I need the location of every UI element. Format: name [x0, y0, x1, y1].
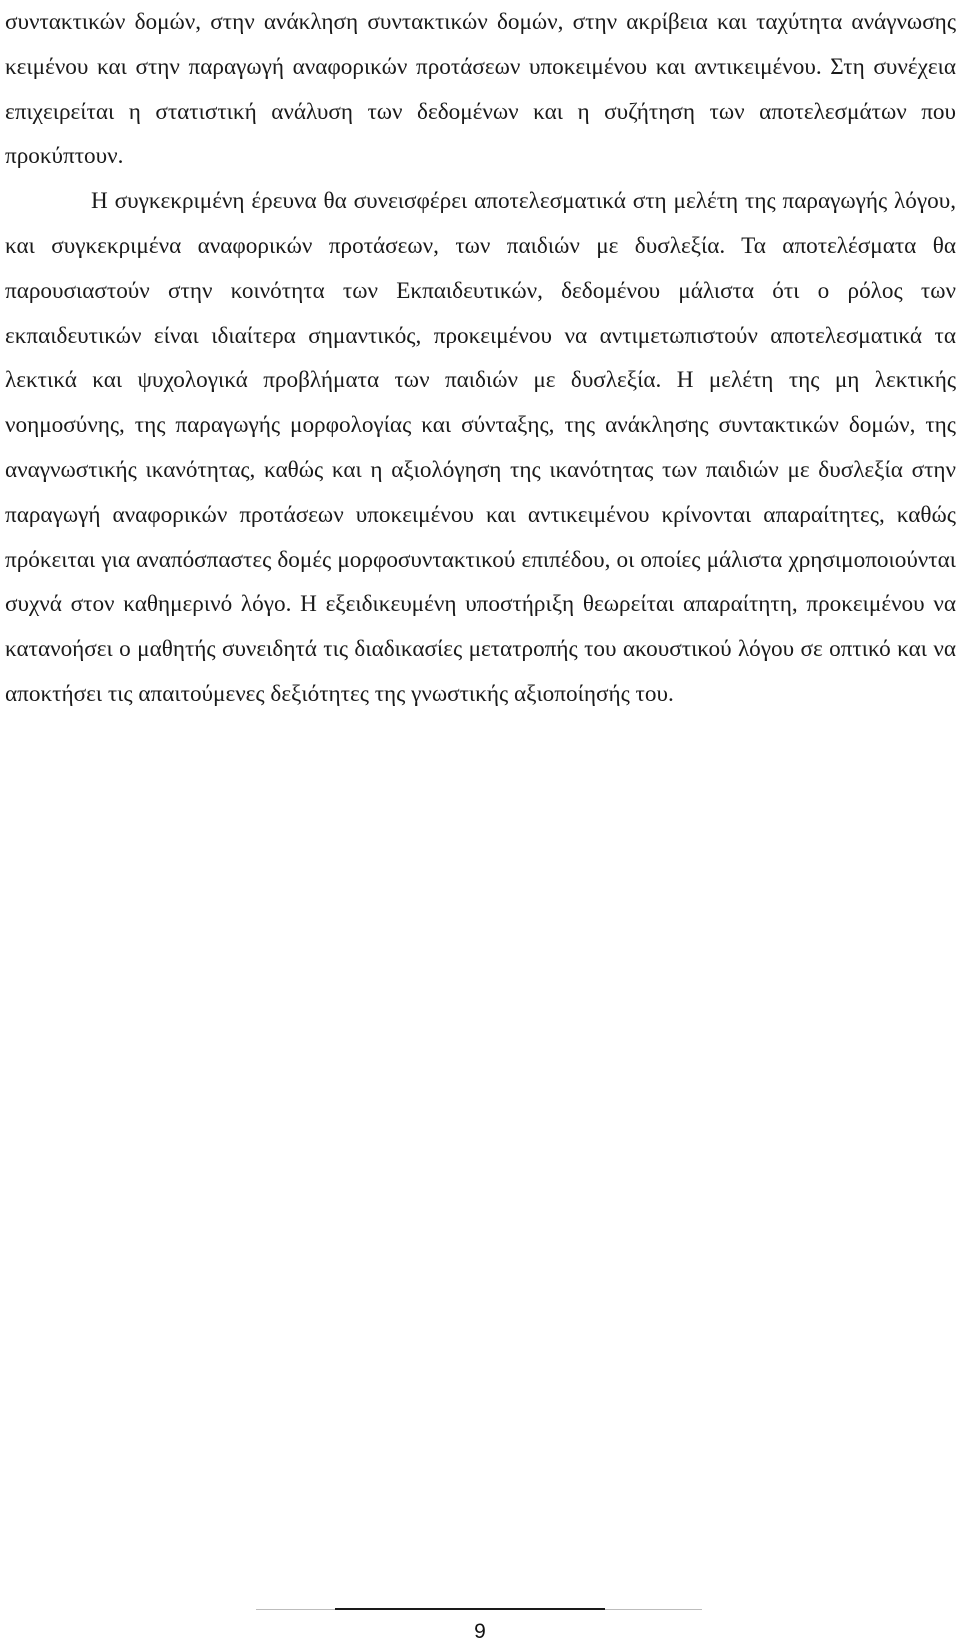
document-body [5, 0, 956, 717]
paragraph-1: συντακτικών δομών, στην ανάκληση συντακτικών δομών, στην ακρίβεια και ταχύτητα ανάγνωσης κειμένου και στην παραγωγή αναφορικών προτάσεων υποκειμένου και αντικειμένου. Στη συνέχεια επιχειρείται η στατιστική ανάλυση των δεδομένων και η συζήτηση των αποτελεσμάτων που προκύπτουν. [5, 9, 956, 170]
footer-divider-accent [335, 1608, 605, 1610]
paragraph-2: Η συγκεκριμένη έρευνα θα συνεισφέρει αποτελεσματικά στη μελέτη της παραγωγής λόγου, και συγκεκριμένα αναφορικών προτάσεων, των παιδιών με δυσλεξία. Τα αποτελέσματα θα παρουσιαστούν στην κοινότητα των Εκπαιδευτικών, δεδομένου μάλιστα ότι ο ρόλος των εκπαιδευτικών είναι ιδιαίτερα σημαντικός, προκειμένου να αντιμετωπιστούν αποτελεσματικά τα λεκτικά και ψυχολογικά προβλήματα των παιδιών με δυσλεξία. Η μελέτη της μη λεκτικής νοημοσύνης, της παραγωγής μορφολογίας και σύνταξης, της ανάκλησης συντακτικών δομών, της αναγνωστικής ικανότητας, καθώς και η αξιολόγηση της ικανότητας των παιδιών με δυσλεξία στην παραγωγή αναφορικών προτάσεων υποκειμένου και αντικειμένου κρίνονται απαραίτητες, καθώς πρόκειται για αναπόσπαστες δομές μορφοσυντακτικού επιπέδου, οι οποίες μάλιστα χρησιμοποιούνται συχνά στον καθημερινό λόγο. Η εξειδικευμένη υποστήριξη θεωρείται απαραίτητη, προκειμένου να κατανοήσει ο μαθητής συνειδητά τις διαδικασίες μετατροπής του ακουστικού λόγου σε οπτικό και να αποκτήσει τις απαιτούμενες δεξιότητες της γνωστικής αξιοποίησής του. [5, 188, 956, 707]
page-number: 9 [474, 1620, 486, 1643]
